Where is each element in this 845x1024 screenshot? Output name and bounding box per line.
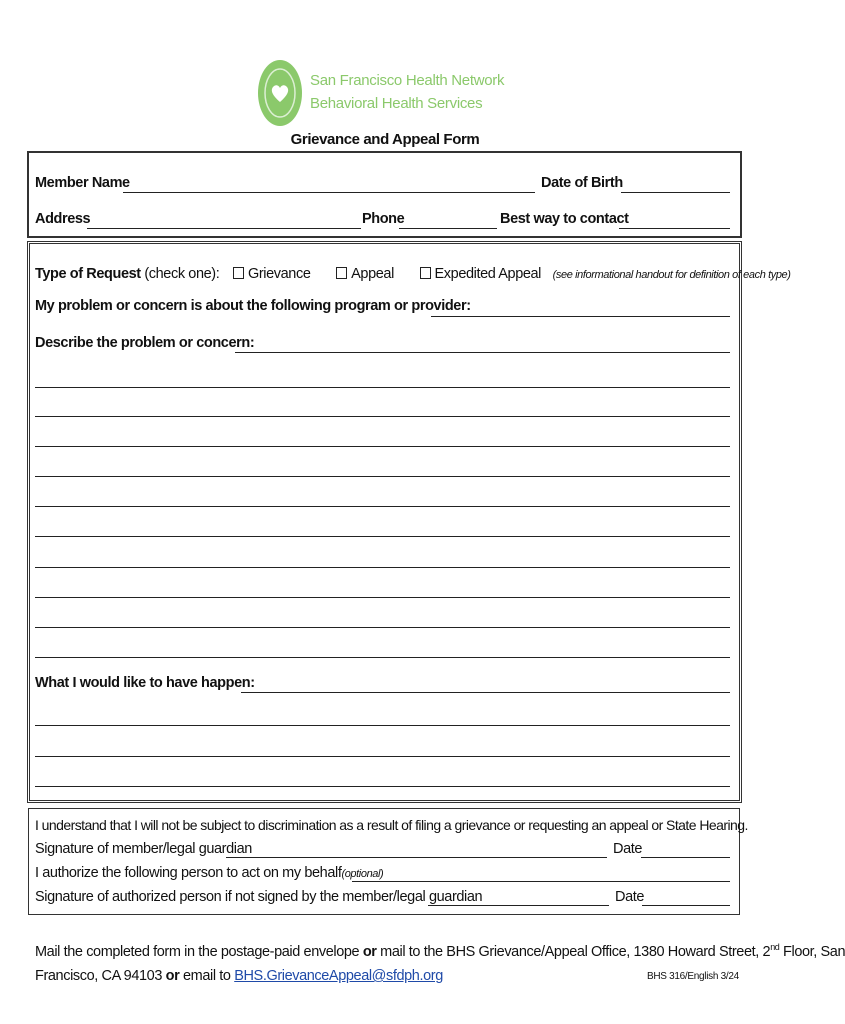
outcome-line[interactable] bbox=[35, 786, 730, 787]
grievance-option-label: Grievance bbox=[248, 266, 311, 282]
request-type-row bbox=[35, 266, 791, 282]
describe-line[interactable] bbox=[35, 476, 730, 477]
org-division: Behavioral Health Services bbox=[310, 95, 483, 112]
mail-instructions-line2 bbox=[35, 968, 443, 984]
check-one-label: (check one): bbox=[144, 266, 220, 282]
dob-field[interactable] bbox=[621, 192, 730, 193]
heart-logo-icon bbox=[256, 58, 304, 128]
contact-label: Best way to contact bbox=[500, 211, 629, 227]
describe-line[interactable] bbox=[35, 446, 730, 447]
address-label: Address bbox=[35, 211, 91, 227]
authorize-label: I authorize the following person to act on my behalf bbox=[35, 865, 342, 881]
member-name-label: Member Name bbox=[35, 175, 130, 191]
signature-label: Signature of member/legal guardian bbox=[35, 841, 252, 857]
appeal-option-label: Appeal bbox=[351, 266, 394, 282]
date-field[interactable] bbox=[641, 857, 730, 858]
org-name: San Francisco Health Network bbox=[310, 72, 505, 89]
describe-field-first-line[interactable] bbox=[235, 352, 730, 353]
non-discrimination-statement: I understand that I will not be subject to discrimination as a result of filing a grievance or requesting an appeal or State Hearing. bbox=[35, 817, 748, 833]
type-note: (see informational handout for definition of each type) bbox=[552, 269, 791, 281]
authorized-person-field[interactable] bbox=[352, 881, 730, 882]
program-label: My problem or concern is about the following program or provider: bbox=[35, 298, 471, 314]
describe-line[interactable] bbox=[35, 506, 730, 507]
dob-label: Date of Birth bbox=[541, 175, 623, 191]
mail-text-3: Floor, San bbox=[783, 943, 845, 960]
superscript-nd: nd bbox=[770, 942, 780, 952]
or-text-1: or bbox=[362, 943, 377, 960]
signature-field[interactable] bbox=[226, 857, 607, 858]
outcome-label: What I would like to have happen: bbox=[35, 675, 255, 691]
outcome-line[interactable] bbox=[35, 756, 730, 757]
member-name-field[interactable] bbox=[123, 192, 535, 193]
describe-label: Describe the problem or concern: bbox=[35, 335, 255, 351]
date-label-2: Date bbox=[615, 889, 645, 905]
describe-line[interactable] bbox=[35, 416, 730, 417]
expedited-appeal-checkbox[interactable] bbox=[420, 267, 431, 279]
request-box bbox=[27, 241, 742, 803]
form-title: Grievance and Appeal Form bbox=[290, 131, 480, 148]
mail-text-1: Mail the completed form in the postage-paid envelope bbox=[35, 943, 360, 960]
form-code: BHS 316/English 3/24 bbox=[647, 971, 739, 982]
authorize-row bbox=[35, 865, 383, 881]
date-field-2[interactable] bbox=[642, 905, 730, 906]
optional-label: (optional) bbox=[341, 868, 384, 880]
grievance-checkbox[interactable] bbox=[233, 267, 244, 279]
mail-text-2: mail to the BHS Grievance/Appeal Office, 1380 Howard Street, 2 bbox=[380, 943, 771, 960]
phone-field[interactable] bbox=[399, 228, 497, 229]
expedited-appeal-option-label: Expedited Appeal bbox=[434, 266, 542, 282]
logo bbox=[256, 58, 505, 130]
appeal-checkbox[interactable] bbox=[336, 267, 347, 279]
mail-text-5: email to bbox=[182, 968, 231, 984]
or-text-2: or bbox=[165, 968, 180, 984]
describe-line[interactable] bbox=[35, 387, 730, 388]
auth-signature-label: Signature of authorized person if not signed by the member/legal guardian bbox=[35, 889, 483, 905]
address-field[interactable] bbox=[87, 228, 361, 229]
describe-line[interactable] bbox=[35, 627, 730, 628]
request-type-label: Type of Request bbox=[35, 266, 141, 282]
contact-field[interactable] bbox=[619, 228, 730, 229]
outcome-field-first-line[interactable] bbox=[241, 692, 730, 693]
describe-line[interactable] bbox=[35, 567, 730, 568]
program-field[interactable] bbox=[431, 316, 730, 317]
describe-line[interactable] bbox=[35, 536, 730, 537]
outcome-line[interactable] bbox=[35, 725, 730, 726]
describe-line[interactable] bbox=[35, 597, 730, 598]
mail-instructions-line1 bbox=[35, 942, 845, 960]
auth-signature-field[interactable] bbox=[428, 905, 609, 906]
mail-text-4: Francisco, CA 94103 bbox=[35, 968, 162, 984]
date-label: Date bbox=[613, 841, 643, 857]
phone-label: Phone bbox=[362, 211, 405, 227]
describe-line[interactable] bbox=[35, 657, 730, 658]
email-link[interactable]: BHS.GrievanceAppeal@sfdph.org bbox=[234, 968, 443, 984]
